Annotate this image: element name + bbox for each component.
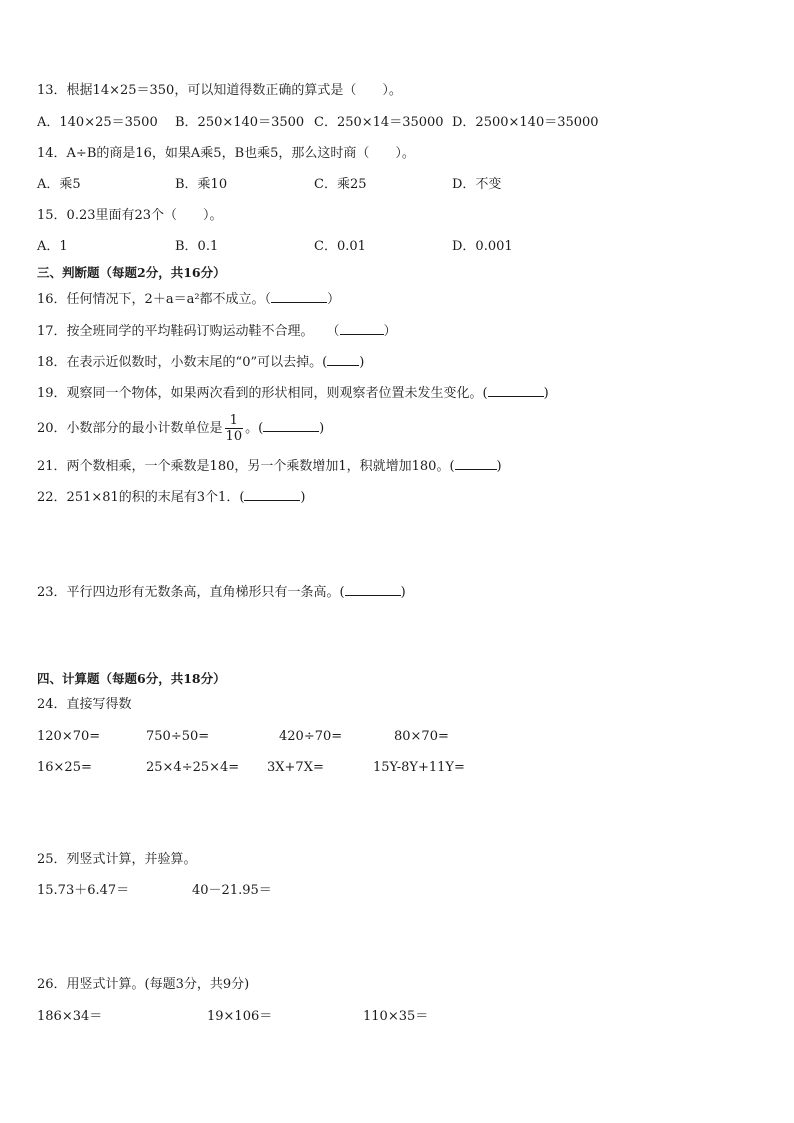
q17-text: 17．按全班同学的平均鞋码订购运动鞋不合理。 （	[37, 324, 340, 339]
fraction-denominator: 10	[225, 429, 243, 444]
question-14-text: 14．A÷B的商是16，如果A乘5，B也乘5，那么这时商（ ）。	[37, 146, 415, 161]
q15-option-c: C．0.01	[314, 239, 366, 254]
fraction-one-tenth	[225, 413, 244, 444]
q15-option-d: D．0.001	[452, 239, 513, 254]
calc-item: 15.73＋6.47＝	[37, 883, 130, 898]
q17-close: ）	[383, 324, 397, 339]
question-26-text: 26．用竖式计算。(每题3分，共9分)	[37, 977, 250, 992]
q20-text: 20．小数部分的最小计数单位是	[37, 421, 223, 436]
q20-mid: 。(	[245, 421, 264, 436]
calc-item: 25×4÷25×4=	[146, 760, 240, 775]
question-23	[37, 583, 406, 602]
calc-item: 19×106＝	[207, 1009, 273, 1024]
calc-item: 420÷70=	[279, 729, 343, 744]
q22-close: )	[300, 490, 306, 505]
q14-option-b: B．乘10	[175, 177, 228, 192]
q23-close: )	[400, 585, 406, 600]
answer-blank[interactable]	[327, 353, 359, 366]
q21-close: )	[496, 459, 502, 474]
q18-close: )	[359, 355, 365, 370]
section-4-heading: 四、计算题（每题6分，共18分）	[37, 671, 226, 686]
q19-text: 19．观察同一个物体，如果两次看到的形状相同，则观察者位置未发生变化。(	[37, 386, 488, 401]
q20-close: )	[319, 421, 325, 436]
q13-option-d: D．2500×140＝35000	[452, 115, 599, 130]
answer-blank[interactable]	[488, 384, 544, 397]
question-25-text: 25．列竖式计算，并验算。	[37, 852, 197, 867]
q16-text: 16．任何情况下，2＋a＝a²都不成立。（	[37, 292, 272, 307]
calc-item: 3X+7X=	[267, 760, 324, 775]
q14-option-a: A．乘5	[37, 177, 81, 192]
question-21	[37, 457, 502, 476]
question-17	[37, 322, 397, 341]
question-19	[37, 384, 549, 403]
calc-item: 186×34＝	[37, 1009, 103, 1024]
answer-blank[interactable]	[244, 488, 300, 501]
calc-item: 80×70=	[394, 729, 449, 744]
answer-blank[interactable]	[345, 583, 401, 596]
q13-option-b: B．250×140＝3500	[175, 115, 305, 130]
answer-blank[interactable]	[263, 419, 319, 432]
question-13-text: 13．根据14×25＝350，可以知道得数正确的算式是（ ）。	[37, 83, 402, 98]
question-24-text: 24．直接写得数	[37, 697, 132, 712]
calc-item: 750÷50=	[146, 729, 210, 744]
fraction-numerator: 1	[229, 413, 238, 428]
q23-text: 23．平行四边形有无数条高，直角梯形只有一条高。(	[37, 585, 345, 600]
q15-option-b: B．0.1	[175, 239, 219, 254]
calc-item: 40－21.95＝	[192, 883, 272, 898]
q18-text: 18．在表示近似数时，小数末尾的“0”可以去掉。(	[37, 355, 328, 370]
question-22	[37, 488, 305, 507]
q13-option-a: A．140×25＝3500	[37, 115, 158, 130]
calc-item: 15Y-8Y+11Y=	[373, 760, 465, 775]
q16-close: ）	[327, 292, 341, 307]
calc-item: 120×70=	[37, 729, 101, 744]
q13-option-c: C．250×14＝35000	[314, 115, 444, 130]
question-16	[37, 290, 340, 309]
question-20	[37, 412, 324, 446]
calc-item: 16×25=	[37, 760, 92, 775]
answer-blank[interactable]	[271, 290, 327, 303]
answer-blank[interactable]	[455, 457, 497, 470]
question-18	[37, 353, 364, 372]
q14-option-d: D．不变	[452, 177, 502, 192]
answer-blank[interactable]	[340, 322, 384, 335]
q15-option-a: A．1	[37, 239, 68, 254]
q22-text: 22．251×81的积的末尾有3个1．(	[37, 490, 245, 505]
question-15-text: 15．0.23里面有23个（ ）。	[37, 208, 223, 223]
q14-option-c: C．乘25	[314, 177, 367, 192]
calc-item: 110×35＝	[363, 1009, 429, 1024]
q19-close: )	[543, 386, 549, 401]
q21-text: 21．两个数相乘，一个乘数是180，另一个乘数增加1，积就增加180。(	[37, 459, 455, 474]
section-3-heading: 三、判断题（每题2分，共16分）	[37, 265, 226, 280]
